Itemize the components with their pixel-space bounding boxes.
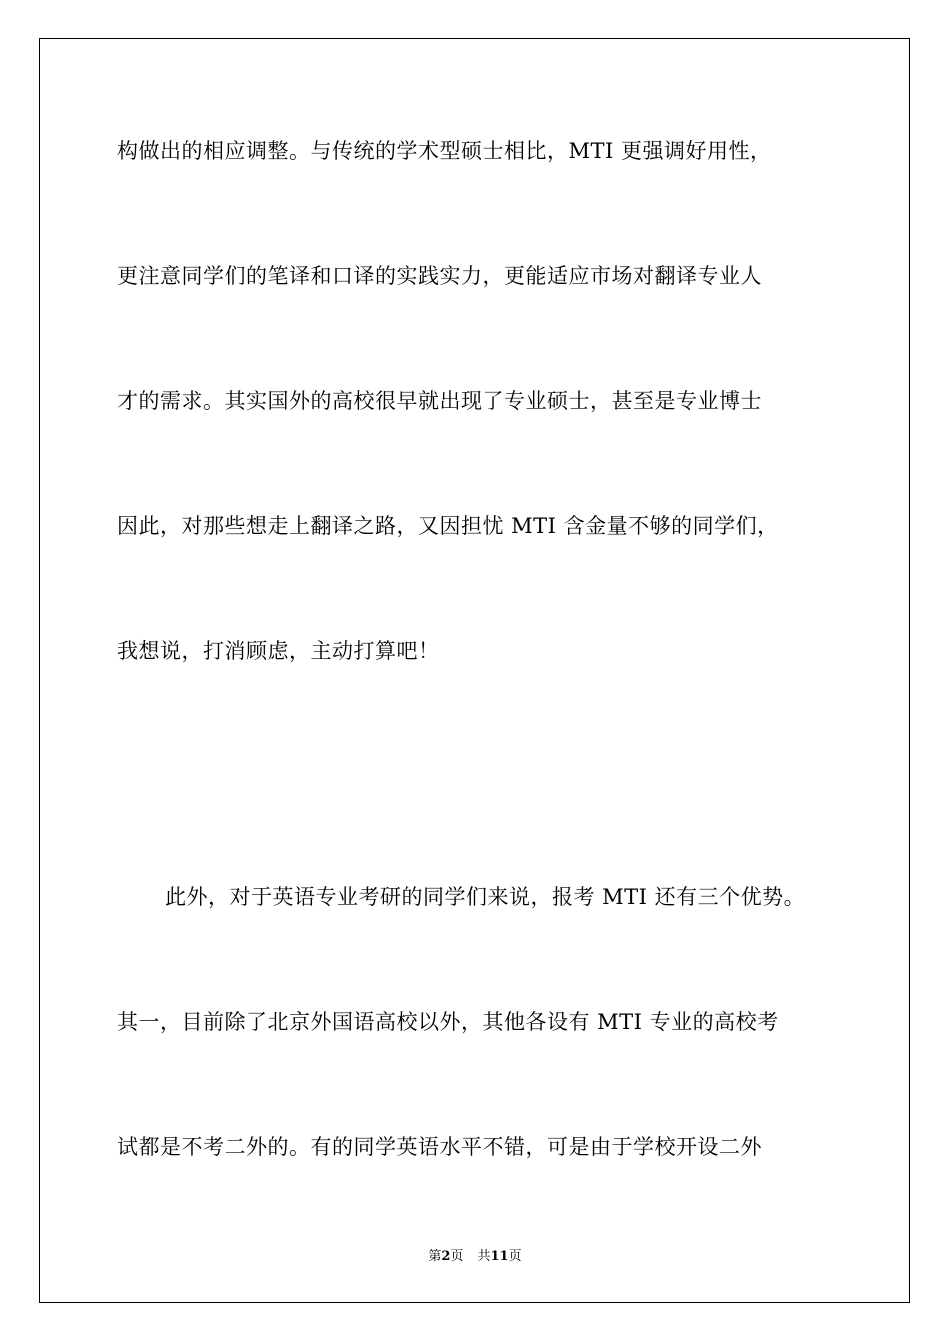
body-line-3: 才的需求。其实国外的高校很早就出现了专业硕士，甚至是专业博士 (117, 389, 762, 413)
footer-total-prefix: 共 (477, 1249, 491, 1264)
body-line-2: 更注意同学们的笔译和口译的实践实力，更能适应市场对翻译专业人 (117, 264, 762, 288)
footer-page-suffix: 页 (450, 1249, 464, 1264)
footer-page-number: 2 (441, 1249, 451, 1264)
footer-page-prefix: 第 (428, 1249, 442, 1264)
body-line-6: 此外，对于英语专业考研的同学们来说，报考 MTI 还有三个优势。 (165, 885, 806, 909)
body-line-1: 构做出的相应调整。与传统的学术型硕士相比，MTI 更强调好用性， (117, 139, 772, 163)
page-border (39, 38, 910, 1303)
body-line-7: 其一，目前除了北京外国语高校以外，其他各设有 MTI 专业的高校考 (117, 1010, 779, 1034)
footer-total-suffix: 页 (508, 1249, 522, 1264)
body-line-8: 试都是不考二外的。有的同学英语水平不错，可是由于学校开设二外 (117, 1135, 762, 1159)
body-line-5: 我想说，打消顾虑，主动打算吧！ (117, 639, 440, 663)
footer-total-pages: 11 (490, 1249, 509, 1264)
body-line-4: 因此，对那些想走上翻译之路，又因担忧 MTI 含金量不够的同学们， (117, 514, 779, 538)
page-footer (0, 1248, 950, 1266)
